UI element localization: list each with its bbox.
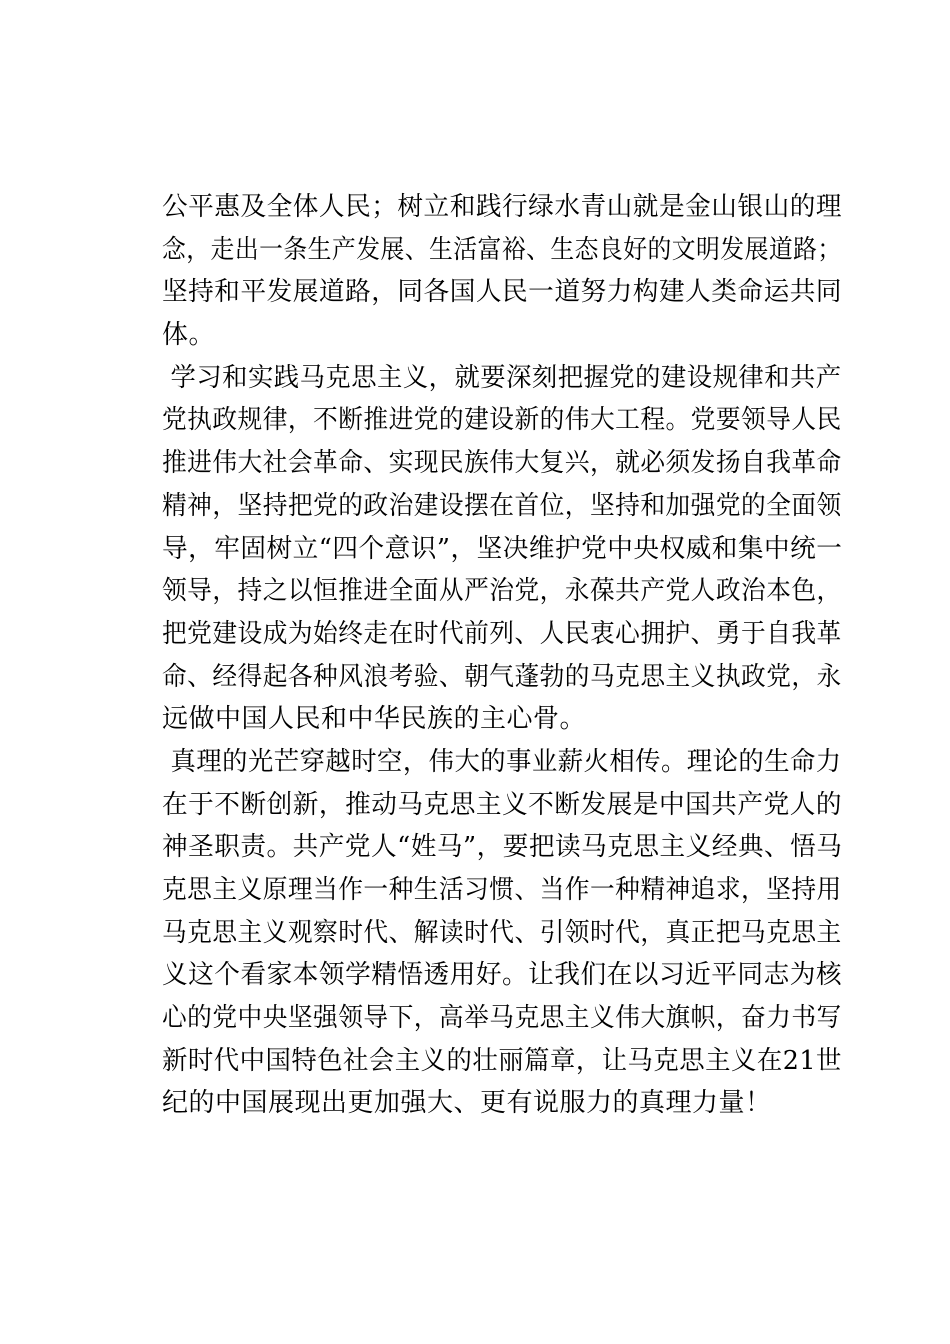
text-line: 把党建设成为始终走在时代前列、人民衷心拥护、勇于自我革: [162, 618, 842, 649]
text-line: 纪的中国展现出更加强大、更有说服力的真理力量！: [162, 1088, 772, 1119]
text-line: 义这个看家本领学精悟透用好。让我们在以习近平同志为核: [162, 960, 843, 991]
text-line: 命、经得起各种风浪考验、朝气蓬勃的马克思主义执政党，永: [162, 661, 842, 692]
paragraph-start-line: 真理的光芒穿越时空，伟大的事业薪火相传。理论的生命力: [162, 746, 842, 777]
paragraph-start-line: 学习和实践马克思主义，就要深刻把握党的建设规律和共产: [162, 362, 842, 393]
text-line: 神圣职责。共产党人“姓马”，要把读马克思主义经典、悟马: [162, 832, 843, 863]
text-line: 精神，坚持把党的政治建设摆在首位，坚持和加强党的全面领: [162, 490, 842, 521]
text-line: 公平惠及全体人民；树立和践行绿水青山就是金山银山的理: [162, 192, 843, 222]
text-line: 克思主义原理当作一种生活习惯、当作一种精神追求，坚持用: [162, 875, 842, 905]
text-line: 新时代中国特色社会主义的壮丽篇章，让马克思主义在21世: [162, 1045, 842, 1076]
text-line: 领导，持之以恒推进全面从严治党，永葆共产党人政治本色，: [162, 576, 842, 607]
body-text: [162, 186, 842, 1125]
text-line: 体。: [162, 320, 216, 351]
text-line: 党执政规律，不断推进党的建设新的伟大工程。党要领导人民: [162, 405, 842, 436]
text-line: 坚持和平发展道路，同各国人民一道努力构建人类命运共同: [162, 277, 843, 308]
text-line: 推进伟大社会革命、实现民族伟大复兴，就必须发扬自我革命: [162, 448, 842, 479]
text-line: 导，牢固树立“四个意识”，坚决维护党中央权威和集中统一: [162, 533, 843, 564]
text-line: 马克思主义观察时代、解读时代、引领时代，真正把马克思主: [162, 917, 842, 948]
text-line: 在于不断创新，推动马克思主义不断发展是中国共产党人的: [162, 789, 843, 820]
text-line: 心的党中央坚强领导下，高举马克思主义伟大旗帜，奋力书写: [162, 1003, 842, 1034]
text-line: 念，走出一条生产发展、生活富裕、生态良好的文明发展道路；: [162, 234, 842, 265]
text-line: 远做中国人民和中华民族的主心骨。: [162, 704, 587, 735]
